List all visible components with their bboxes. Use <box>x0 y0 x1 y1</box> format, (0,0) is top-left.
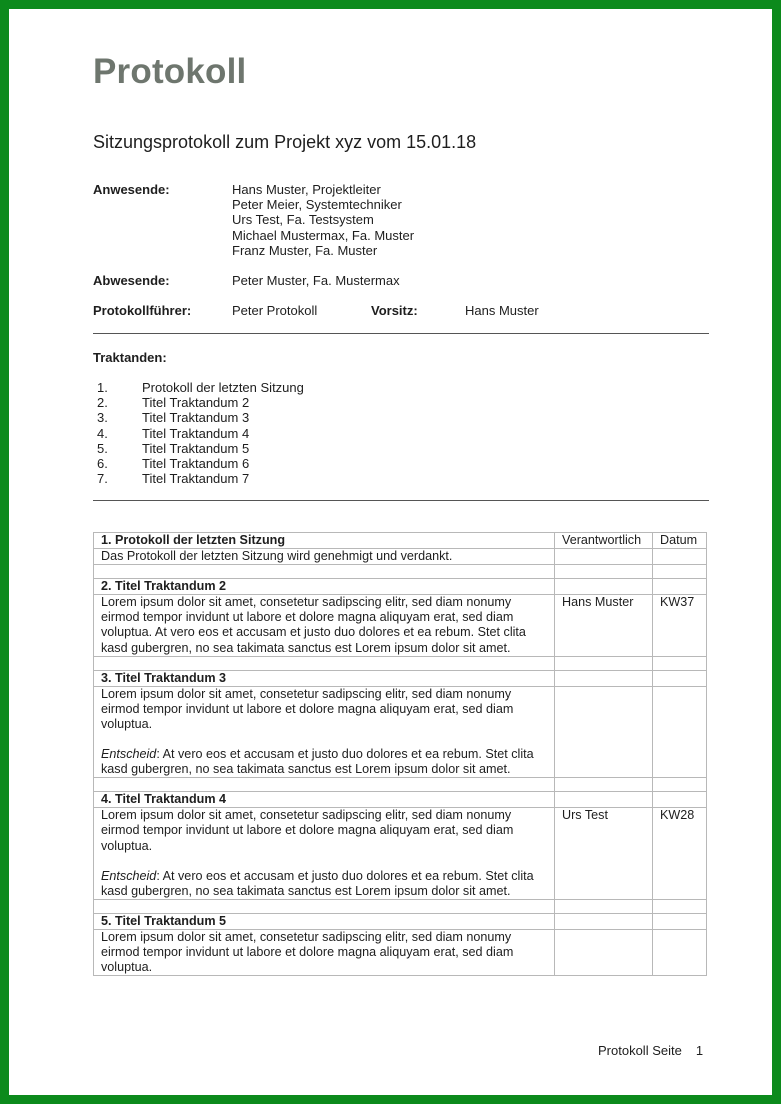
agenda-item: 1. Protokoll der letzten Sitzung <box>97 380 304 395</box>
spacer-cell <box>555 899 653 913</box>
responsible-header-cell: Verantwortlich <box>555 533 653 549</box>
date-header-cell: Datum <box>653 533 707 549</box>
footer-label: Protokoll Seite <box>598 1043 682 1058</box>
responsible-cell <box>555 686 653 777</box>
agenda-item: 2. Titel Traktandum 2 <box>97 395 250 411</box>
chair-value: Hans Muster <box>465 303 539 318</box>
responsible-header-cell <box>555 913 653 929</box>
decision-text <box>101 747 547 777</box>
agenda-item: 7. Titel Traktandum 7 <box>97 471 250 487</box>
section-body-row <box>94 595 707 656</box>
divider <box>93 333 709 334</box>
section-text: Lorem ipsum dolor sit amet, consetetur sadipscing elitr, sed diam nonumy eirmod tempor invidunt ut labore et dolore magna aliquyam erat, sed diam voluptua. <box>101 808 514 853</box>
spacer-cell <box>555 565 653 579</box>
decision-body: : At vero eos et accusam et justo duo dolores et ea rebum. Stet clita kasd gubergren, no sea takimata sanctus est Lorem ipsum dolor sit amet. <box>101 868 534 898</box>
section-heading: 5. Titel Traktandum 5 <box>94 913 555 929</box>
recorder-label: Protokollführer: <box>93 303 192 318</box>
recorder-value: Peter Protokoll <box>232 303 318 318</box>
section-heading: 2. Titel Traktandum 2 <box>94 579 555 595</box>
spacer-row <box>94 899 707 913</box>
section-body <box>94 929 555 975</box>
spacer-row <box>94 565 707 579</box>
date-cell: KW37 <box>653 595 707 656</box>
spacer-cell <box>94 778 555 792</box>
responsible-header-cell <box>555 792 653 808</box>
responsible-cell: Hans Muster <box>555 595 653 656</box>
date-header-cell <box>653 579 707 595</box>
section-heading-row <box>94 792 707 808</box>
absent-label: Abwesende: <box>93 273 170 288</box>
section-heading-row <box>94 533 707 549</box>
section-heading-row <box>94 913 707 929</box>
present-label: Anwesende: <box>93 182 170 197</box>
section-heading-row <box>94 670 707 686</box>
section-body-row <box>94 808 707 899</box>
section-body <box>94 686 555 777</box>
agenda-item: 4. Titel Traktandum 4 <box>97 425 250 441</box>
date-header-cell <box>653 913 707 929</box>
spacer-row <box>94 656 707 670</box>
responsible-cell <box>555 549 653 565</box>
responsible-header-cell <box>555 670 653 686</box>
agenda-list <box>97 380 304 486</box>
date-header-cell <box>653 792 707 808</box>
decision-text <box>101 869 547 899</box>
section-text: Lorem ipsum dolor sit amet, consetetur sadipscing elitr, sed diam nonumy eirmod tempor invidunt ut labore et dolore magna aliquyam erat, sed diam voluptua. At vero eos et accusam et justo duo dolores et ea rebum. Stet clita kasd gubergren, no sea takimata sanctus est Lorem ipsum dolor sit amet. <box>101 595 526 655</box>
absent-name: Peter Muster, Fa. Mustermax <box>232 273 400 288</box>
spacer-cell <box>555 656 653 670</box>
divider <box>93 500 709 501</box>
section-text: Das Protokoll der letzten Sitzung wird genehmigt und verdankt. <box>101 549 453 564</box>
agenda-item: 6. Titel Traktandum 6 <box>97 456 250 472</box>
date-cell <box>653 549 707 565</box>
agenda-item: 3. Titel Traktandum 3 <box>97 410 250 426</box>
spacer-cell <box>653 565 707 579</box>
present-name: Peter Meier, Systemtechniker <box>232 197 402 213</box>
spacer-cell <box>653 899 707 913</box>
present-name: Franz Muster, Fa. Muster <box>232 242 378 258</box>
section-heading: 3. Titel Traktandum 3 <box>94 670 555 686</box>
chair-label: Vorsitz: <box>371 303 418 318</box>
minutes-table <box>93 532 707 976</box>
present-name: Urs Test, Fa. Testsystem <box>232 212 374 228</box>
present-name: Michael Mustermax, Fa. Muster <box>232 227 415 243</box>
spacer-cell <box>94 656 555 670</box>
responsible-cell <box>555 929 653 975</box>
section-heading: 4. Titel Traktandum 4 <box>94 792 555 808</box>
date-header-cell <box>653 670 707 686</box>
responsible-header-cell <box>555 579 653 595</box>
spacer-cell <box>555 778 653 792</box>
section-body-row <box>94 549 707 565</box>
section-body <box>94 808 555 899</box>
section-body <box>94 549 555 565</box>
spacer-row <box>94 778 707 792</box>
present-list <box>232 182 414 258</box>
section-heading-row <box>94 579 707 595</box>
date-cell <box>653 686 707 777</box>
page-footer <box>598 1043 703 1058</box>
present-name: Hans Muster, Projektleiter <box>232 182 381 197</box>
document-subtitle: Sitzungsprotokoll zum Projekt xyz vom 15.01.18 <box>93 132 477 152</box>
section-body <box>94 595 555 656</box>
section-body-row <box>94 929 707 975</box>
spacer-cell <box>94 899 555 913</box>
section-text: Lorem ipsum dolor sit amet, consetetur sadipscing elitr, sed diam nonumy eirmod tempor invidunt ut labore et dolore magna aliquyam erat, sed diam voluptua. <box>101 929 514 975</box>
decision-label: Entscheid <box>101 747 157 762</box>
decision-body: : At vero eos et accusam et justo duo dolores et ea rebum. Stet clita kasd gubergren, no sea takimata sanctus est Lorem ipsum dolor sit amet. <box>101 747 534 777</box>
date-cell <box>653 929 707 975</box>
section-heading: 1. Protokoll der letzten Sitzung <box>94 533 555 549</box>
section-text: Lorem ipsum dolor sit amet, consetetur sadipscing elitr, sed diam nonumy eirmod tempor invidunt ut labore et dolore magna aliquyam erat, sed diam voluptua. <box>101 686 514 731</box>
agenda-label: Traktanden: <box>93 350 167 365</box>
responsible-cell: Urs Test <box>555 808 653 899</box>
date-cell: KW28 <box>653 808 707 899</box>
section-body-row <box>94 686 707 777</box>
decision-label: Entscheid <box>101 868 157 883</box>
spacer-cell <box>653 656 707 670</box>
agenda-item: 5. Titel Traktandum 5 <box>97 440 250 456</box>
spacer-cell <box>94 565 555 579</box>
page-number: 1 <box>695 1043 704 1058</box>
spacer-cell <box>653 778 707 792</box>
document-title: Protokoll <box>93 52 247 91</box>
